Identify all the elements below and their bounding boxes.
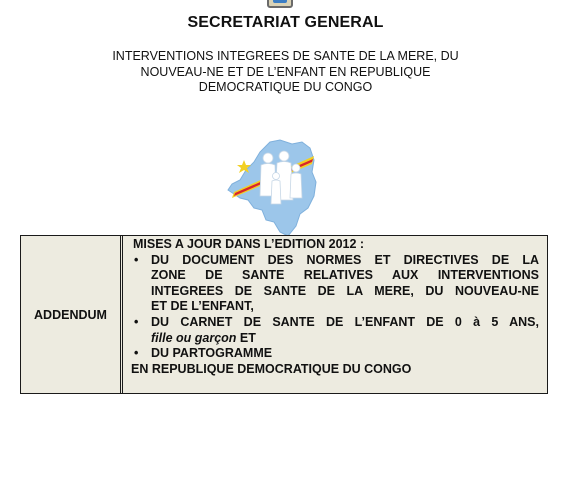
page-title: SECRETARIAT GENERAL [187, 14, 384, 31]
list-item-suffix: ET [236, 330, 256, 345]
addendum-intro: MISES A JOUR DANS L’EDITION 2012 : [133, 237, 365, 251]
emblem-icon [267, 0, 293, 8]
list-item-line: ET DE L’ENFANT, [151, 299, 254, 314]
addendum-label-cell [21, 236, 123, 393]
subtitle-line: INTERVENTIONS INTEGREES DE SANTE DE LA MERE, DU [112, 49, 459, 63]
list-item-line: ZONE DE SANTE RELATIVES AUX INTERVENTIONS [151, 268, 539, 283]
addendum-list [131, 253, 539, 362]
list-item-label: DU PARTOGRAMME [151, 346, 273, 361]
list-item-line [151, 331, 539, 347]
list-item [131, 315, 539, 346]
drc-map-family-icon [226, 138, 322, 238]
list-item-line: • DU DOCUMENT DES NORMES ET DIRECTIVES DE LA [151, 252, 539, 267]
addendum-label: ADDENDUM [34, 307, 107, 322]
addendum-closing: EN REPUBLIQUE DEMOCRATIQUE DU CONGO [131, 361, 412, 376]
list-item [131, 346, 539, 362]
addendum-table [20, 235, 548, 394]
document-subtitle [60, 49, 511, 96]
subtitle-line: NOUVEAU-NE ET DE L’ENFANT EN REPUBLIQUE [140, 64, 431, 79]
addendum-content-cell [123, 236, 547, 393]
list-item-line: INTEGREES DE SANTE DE LA MERE, DU NOUVEAU-NE [151, 283, 539, 298]
italic-text: fille ou garçon [151, 330, 237, 345]
subtitle-line: DEMOCRATIQUE DU CONGO [198, 80, 373, 94]
list-item [131, 253, 539, 315]
list-item-line: • DU CARNET DE SANTE DE L’ENFANT DE 0 à 5 ANS, [151, 314, 539, 329]
